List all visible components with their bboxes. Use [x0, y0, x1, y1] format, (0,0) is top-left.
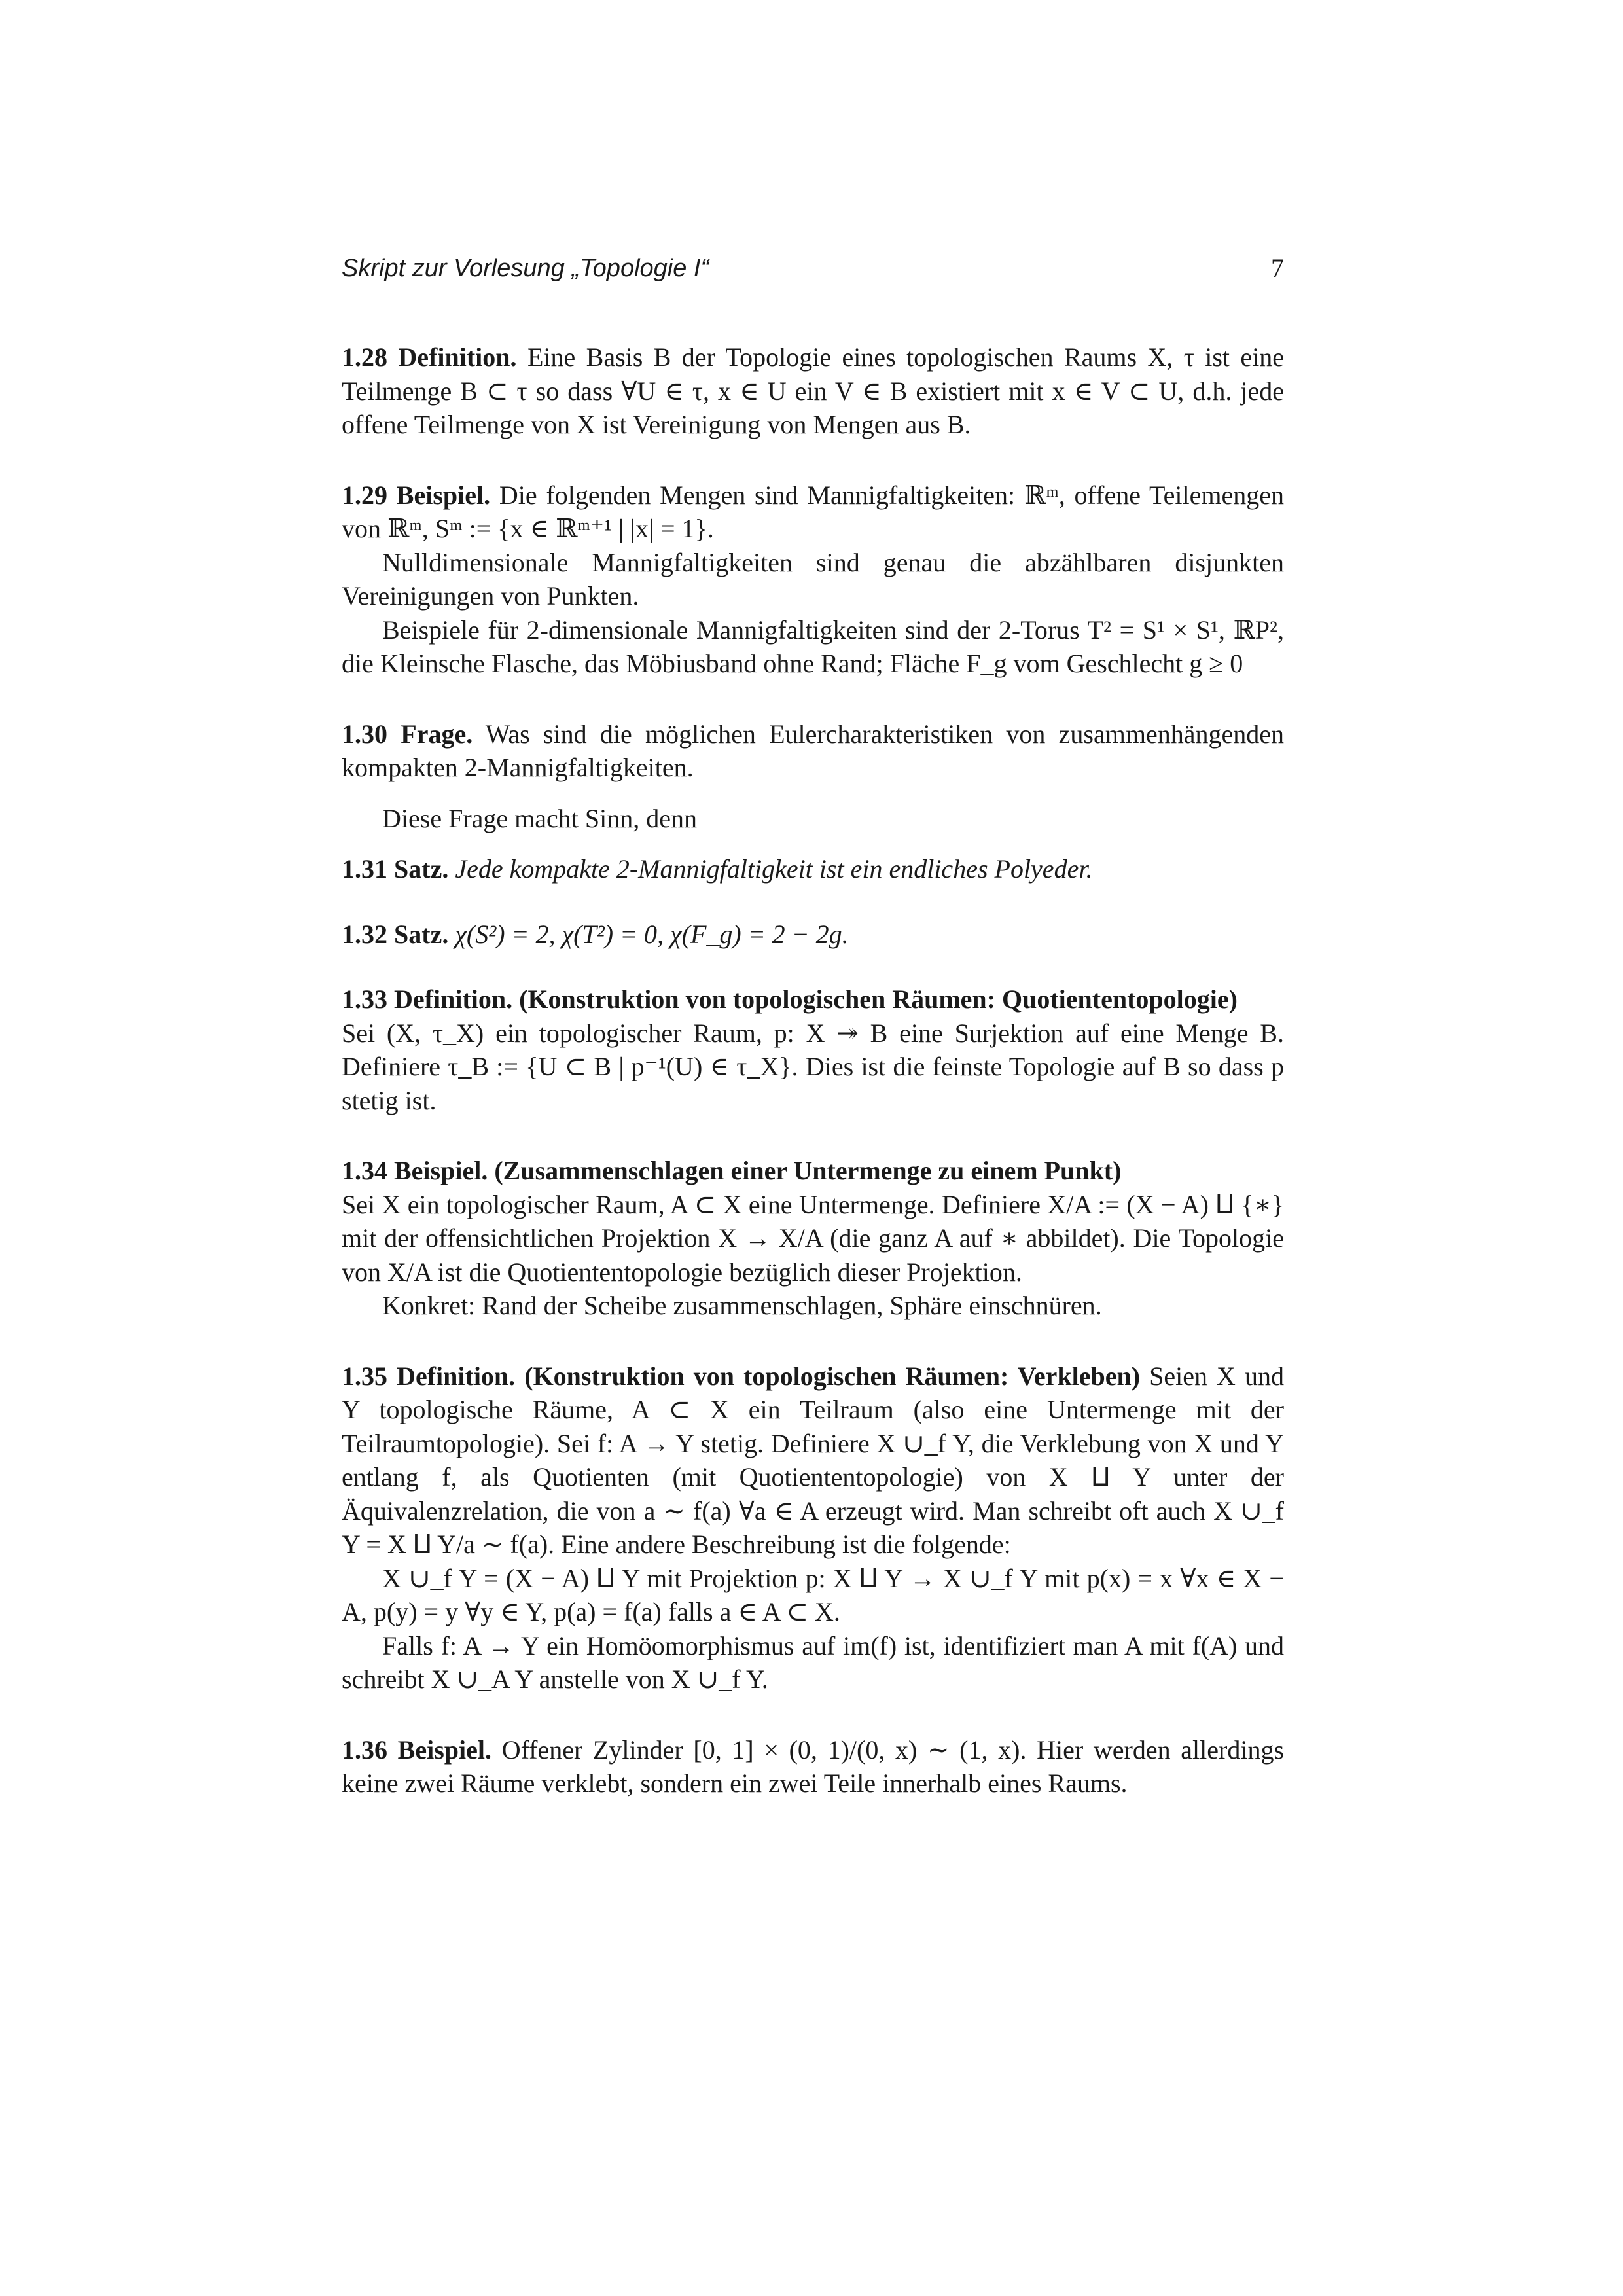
interlude-text: Diese Frage macht Sinn, denn [382, 803, 697, 833]
item-kind: Definition. [397, 1361, 516, 1391]
item-kind: Beispiel. [397, 1734, 492, 1765]
item-kind: Satz. [394, 854, 449, 884]
paragraph: Was sind die möglichen Eulercharakteristiken von zusammenhängenden kompakten 2-Mannigfaltigkeiten. [342, 719, 1284, 782]
example-1-34 [342, 1154, 1284, 1323]
page-body [342, 340, 1284, 1801]
paragraph: Beispiele für 2-dimensionale Mannigfaltigkeiten sind der 2-Torus T² = S¹ × S¹, ℝP², die Kleinsche Flasche, das Möbiusband ohne Rand; Fläche F_g vom Geschlecht g ≥ 0 [342, 615, 1284, 678]
item-number: 1.35 [342, 1361, 387, 1391]
item-kind: Frage. [401, 719, 473, 749]
example-1-36 [342, 1733, 1284, 1801]
item-kind: Satz. [394, 919, 449, 949]
item-number: 1.30 [342, 719, 387, 749]
header-title: Skript zur Vorlesung „Topologie I“ [342, 255, 709, 282]
example-1-29 [342, 478, 1284, 681]
item-kind: Definition. [398, 342, 517, 372]
theorem-statement: χ(S²) = 2, χ(T²) = 0, χ(F_g) = 2 − 2g. [455, 919, 849, 949]
paragraph: Eine Basis B der Topologie eines topologischen Raums X, τ ist eine Teilmenge B ⊂ τ so dass ∀U ∈ τ, x ∈ U ein V ∈ B existiert mit x ∈ V ⊂ U, d.h. jede offene Teilmenge von X ist Vereinigung von Mengen aus B. [342, 342, 1285, 439]
definition-1-28 [342, 340, 1284, 442]
paragraph: Die folgenden Mengen sind Mannigfaltigkeiten: ℝᵐ, offene Teilemengen von ℝᵐ, Sᵐ := {x ∈ ℝᵐ⁺¹ | |x| = 1}. [342, 480, 1284, 543]
definition-1-33 [342, 982, 1284, 1117]
page-number: 7 [1271, 253, 1284, 283]
item-number: 1.34 [342, 1156, 387, 1185]
item-number: 1.31 [342, 854, 387, 884]
item-title: (Zusammenschlagen einer Untermenge zu einem Punkt) [494, 1156, 1122, 1185]
item-kind: Definition. [394, 984, 513, 1014]
paragraph: Konkret: Rand der Scheibe zusammenschlagen, Sphäre einschnüren. [382, 1291, 1102, 1320]
paragraph: X ∪_f Y = (X − A) ⨿ Y mit Projektion p: X ⨿ Y → X ∪_f Y mit p(x) = x ∀x ∈ X − A, p(y) = y ∀y ∈ Y, p(a) = f(a) falls a ∈ A ⊂ X. [342, 1563, 1284, 1626]
item-kind: Beispiel. [394, 1156, 488, 1185]
item-title: (Konstruktion von topologischen Räumen: Quotiententopologie) [519, 984, 1238, 1014]
paragraph: Sei X ein topologischer Raum, A ⊂ X eine Untermenge. Definiere X/A := (X − A) ⨿ {∗} mit der offensichtlichen Projektion X → X/A (die ganz A auf ∗ abbildet). Die Topologie von X/A ist die Quotiententopologie bezüglich dieser Projektion. [342, 1189, 1284, 1287]
paragraph: Falls f: A → Y ein Homöomorphismus auf im(f) ist, identifiziert man A mit f(A) und schreibt X ∪_A Y anstelle von X ∪_f Y. [342, 1630, 1284, 1694]
item-number: 1.33 [342, 984, 387, 1014]
theorem-statement: Jede kompakte 2-Mannigfaltigkeit ist ein endliches Polyeder. [455, 854, 1093, 884]
theorem-1-31 [342, 852, 1284, 886]
item-kind: Beispiel. [396, 480, 491, 510]
paragraph: Nulldimensionale Mannigfaltigkeiten sind genau die abzählbaren disjunkten Vereinigungen von Punkten. [342, 547, 1284, 611]
paragraph: Offener Zylinder [0, 1] × (0, 1)/(0, x) ∼ (1, x). Hier werden allerdings keine zwei Räume verklebt, sondern ein zwei Teile innerhalb eines Raums. [342, 1734, 1285, 1798]
item-number: 1.28 [342, 342, 387, 372]
item-number: 1.36 [342, 1734, 387, 1765]
item-number: 1.29 [342, 480, 387, 510]
running-header [342, 253, 1284, 292]
item-number: 1.32 [342, 919, 387, 949]
definition-1-35 [342, 1359, 1284, 1696]
paragraph: Sei (X, τ_X) ein topologischer Raum, p: X ↠ B eine Surjektion auf eine Menge B. Definiere τ_B := {U ⊂ B | p⁻¹(U) ∈ τ_X}. Dies ist die feinste Topologie auf B so dass p stetig ist. [342, 1018, 1284, 1115]
paragraph: Seien X und Y topologische Räume, A ⊂ X ein Teilraum (also eine Untermenge mit der Teilraumtopologie). Sei f: A → Y stetig. Definiere X ∪_f Y, die Verklebung von X und Y entlang f, als Quotienten (mit Quotiententopologie) von X ⨿ Y unter der Äquivalenzrelation, die von a ∼ f(a) ∀a ∈ A erzeugt wird. Man schreibt oft auch X ∪_f Y = X ⨿ Y/a ∼ f(a). Eine andere Beschreibung ist die folgende: [342, 1361, 1284, 1559]
theorem-1-32 [342, 918, 1284, 952]
item-title: (Konstruktion von topologischen Räumen: Verkleben) [524, 1361, 1141, 1391]
question-1-30 [342, 717, 1284, 785]
